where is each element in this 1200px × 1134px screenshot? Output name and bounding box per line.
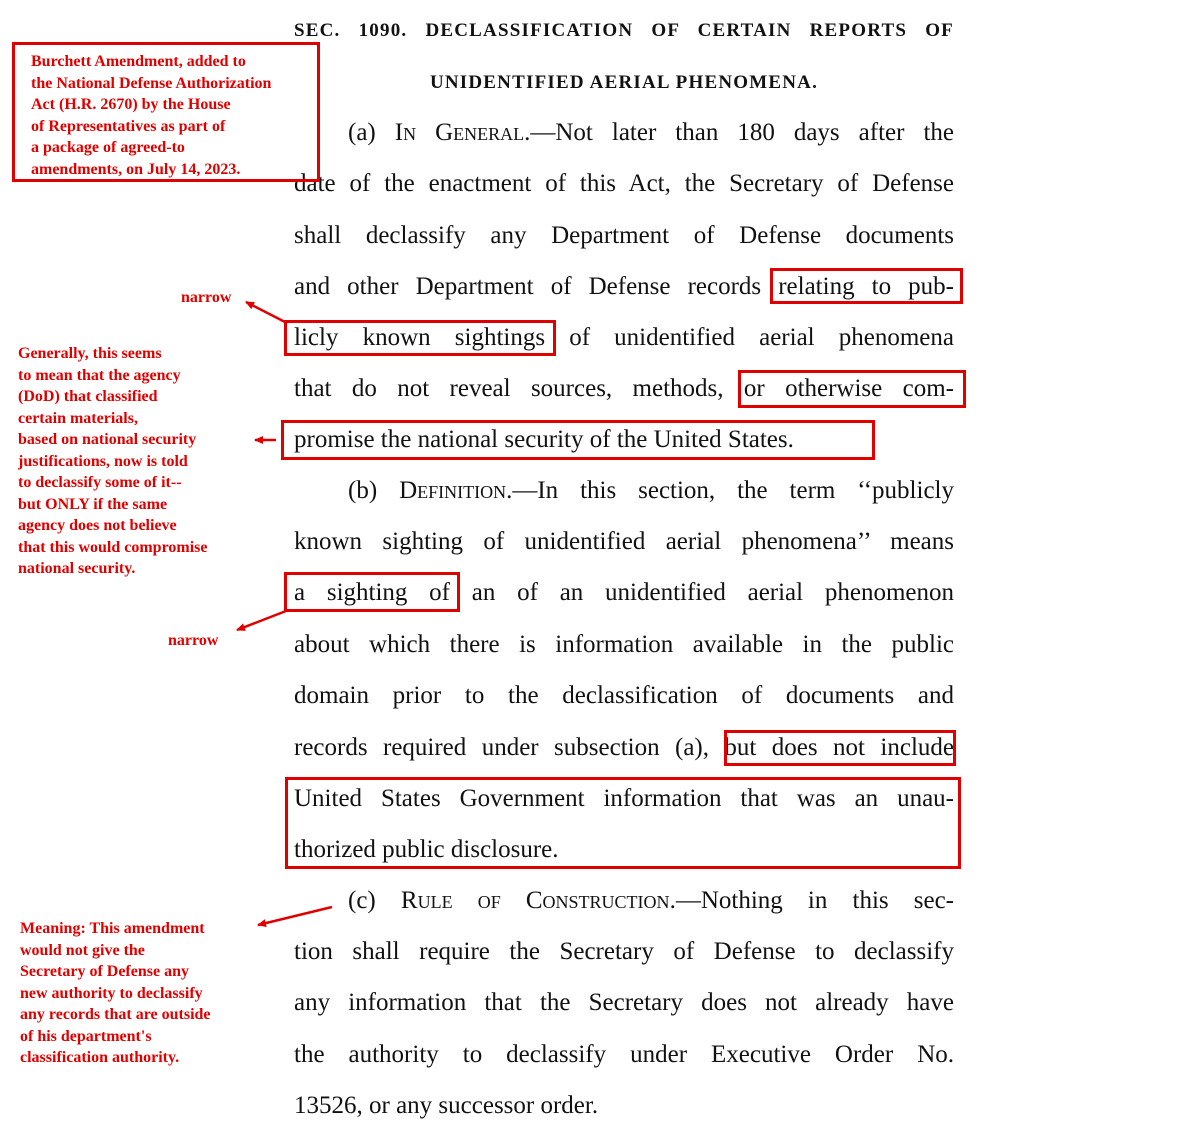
body-line: United States Government information that was an unau-: [294, 785, 954, 812]
arrow-narrow-2: [237, 611, 286, 630]
annotation-narrow-2: narrow: [168, 632, 219, 649]
body-line: about which there is information available in the public: [294, 631, 954, 658]
body-line: known sighting of unidentified aerial phenomena’’ means: [294, 528, 954, 555]
body-line: that do not reveal sources, methods, or otherwise com-: [294, 375, 954, 402]
body-line: and other Department of Defense records relating to pub-: [294, 273, 954, 300]
section-heading-line-1: SEC. 1090. DECLASSIFICATION OF CERTAIN REPORTS OF: [294, 20, 954, 41]
annotation-narrow-1: narrow: [181, 289, 232, 306]
body-line: (c) Rule of Construction.—Nothing in this sec-: [348, 887, 955, 914]
body-line: thorized public disclosure.: [294, 836, 559, 863]
section-heading-line-2: UNIDENTIFIED AERIAL PHENOMENA.: [429, 72, 819, 93]
annotation-meaning: Meaning: This amendment would not give the Secretary of Defense any new authority to declassify any records that are outside of his department's classification authority.: [20, 920, 211, 1066]
body-line: any information that the Secretary does not already have: [294, 989, 954, 1016]
body-line: a sighting of an of an unidentified aerial phenomenon: [294, 579, 954, 606]
arrow-meaning: [258, 907, 332, 925]
body-line: domain prior to the declassification of documents and: [294, 682, 954, 709]
arrow-narrow-1: [246, 302, 285, 322]
body-line: (b) Definition.—In this section, the term ‘‘publicly: [348, 477, 954, 504]
body-line: shall declassify any Department of Defense documents: [294, 222, 954, 249]
body-line: tion shall require the Secretary of Defense to declassify: [294, 938, 954, 965]
body-line: date of the enactment of this Act, the Secretary of Defense: [294, 170, 954, 197]
body-line: (a) In General.—Not later than 180 days after the: [348, 119, 954, 146]
annotation-generally: Generally, this seems to mean that the agency (DoD) that classified certain materials, based on national security justifications, now is told to declassify some of it-- but ONLY if the same agency does not believe that this would compromise national security.: [18, 345, 208, 577]
body-line: 13526, or any successor order.: [294, 1092, 599, 1119]
annotation-burchett-amendment: Burchett Amendment, added to the National Defense Authorization Act (H.R. 2670) by the House of Representatives as part of a package of agreed-to amendments, on July 14, 2023.: [12, 42, 320, 182]
body-line: promise the national security of the United States.: [294, 426, 794, 453]
body-line: records required under subsection (a), but does not include: [294, 734, 954, 761]
body-line: the authority to declassify under Executive Order No.: [294, 1041, 954, 1068]
body-line: licly known sightings of unidentified aerial phenomena: [294, 324, 954, 351]
